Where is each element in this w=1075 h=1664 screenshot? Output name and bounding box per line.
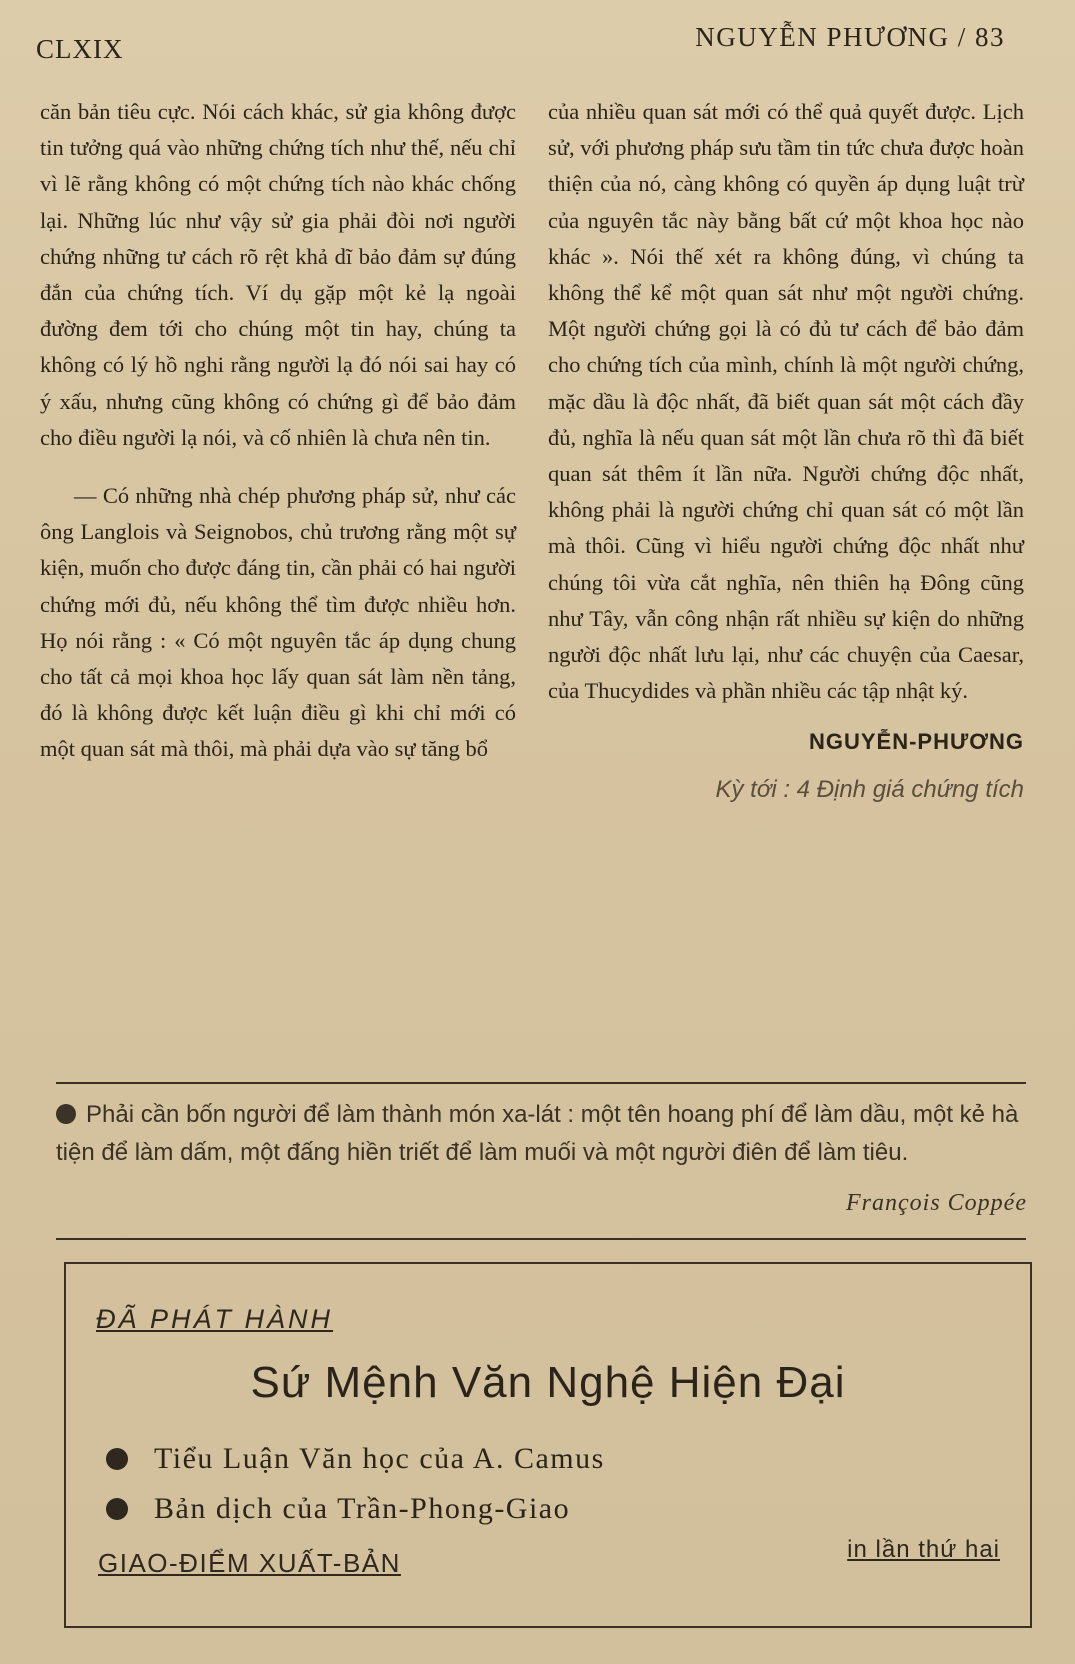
publisher: GIAO-ĐIỂM XUẤT-BẢN [98, 1548, 401, 1578]
author-page-number: NGUYỄN PHƯƠNG / 83 [695, 22, 1005, 52]
continued-next-issue: Kỳ tới : 4 Định giá chứng tích [715, 776, 1024, 804]
bullet-icon [106, 1448, 128, 1470]
divider-bottom [56, 1238, 1026, 1240]
quote-block [56, 1096, 1028, 1172]
book-title: Sứ Mệnh Văn Nghệ Hiện Đại [250, 1358, 846, 1407]
article-signature: NGUYỄN-PHƯƠNG [808, 729, 1024, 755]
ad-label: ĐÃ PHÁT HÀNH [96, 1304, 334, 1334]
book-advertisement [64, 1262, 1032, 1628]
divider-top [56, 1082, 1026, 1084]
ad-line-author-text: Tiểu Luận Văn học của A. Camus [154, 1442, 605, 1475]
right-column [548, 94, 1024, 805]
bullet-icon [106, 1498, 128, 1520]
ad-line-translator-text: Bản dịch của Trần-Phong-Giao [154, 1492, 571, 1525]
quote-text: Phải cần bốn người để làm thành món xa-lát : một tên hoang phí để làm dầu, một kẻ hà tiện để làm dấm, một đấng hiền triết để làm muối và một người điên để làm tiêu. [56, 1101, 1019, 1166]
left-column [40, 94, 516, 768]
right-paragraph: của nhiều quan sát mới có thể quả quyết được. Lịch sử, với phương pháp sưu tầm tin tức chưa được hoàn thiện của nó, càng không có quyền áp dụng luật trừ của nguyên tắc này bằng bất cứ một khoa học nào khác ». Nói thế xét ra không đúng, vì chúng ta không thể kể một quan sát như một người chứng. Một người chứng gọi là có đủ tư cách để bảo đảm cho chứng tích của mình, chính là một người chứng, mặc dầu là độc nhất, đã biết quan sát một cách đầy đủ, nghĩa là nếu quan sát một lần chưa rõ thì đã biết quan sát thêm ít lần nữa. Người chứng độc nhất, không phải là người chứng chỉ quan sát có một lần mà thôi. Cũng vì hiểu người chứng độc nhất như chúng tôi vừa cắt nghĩa, nên thiên hạ Đông cũng như Tây, vẫn công nhận rất nhiều sự kiện do những người độc nhất lưu lại, như các chuyện của Caesar, của Thucydides và phần nhiều các tập nhật ký. [548, 99, 1024, 704]
ad-line-author [106, 1442, 605, 1476]
bullet-icon [56, 1104, 76, 1124]
left-paragraph-2: — Có những nhà chép phương pháp sử, như các ông Langlois và Seignobos, chủ trương rằng một sự kiện, muốn cho được đáng tin, cần phải có hai người chứng mới đủ, nếu không thể tìm được nhiều hơn. Họ nói rằng : « Có một nguyên tắc áp dụng chung cho tất cả mọi khoa học lấy quan sát làm nền tảng, đó là không được kết luận điều gì khi chỉ mới có một quan sát mà thôi, mà phải dựa vào sự tăng bổ [40, 483, 516, 762]
ad-line-translator [106, 1492, 570, 1526]
page-header [34, 18, 1035, 68]
left-paragraph-1: căn bản tiêu cực. Nói cách khác, sử gia không được tin tưởng quá vào những chứng tích như thế, nếu chỉ vì lẽ rằng không có một chứng tích nào khác chống lại. Những lúc như vậy sử gia phải đòi nơi người chứng những tư cách rõ rệt khả dĩ bảo đảm sự đúng đắn của chứng tích. Ví dụ gặp một kẻ lạ ngoài đường đem tới cho chúng một tin hay, chúng ta không có lý hồ nghi rằng người lạ đó nói sai hay có ý xấu, nhưng cũng không có chứng gì để bảo đảm cho điều người lạ nói, và cố nhiên là chưa nên tin. [40, 99, 516, 450]
quote-author: François Coppée [846, 1190, 1027, 1216]
issue-number: CLXIX [36, 34, 124, 64]
edition: in lần thứ hai [847, 1536, 1000, 1563]
